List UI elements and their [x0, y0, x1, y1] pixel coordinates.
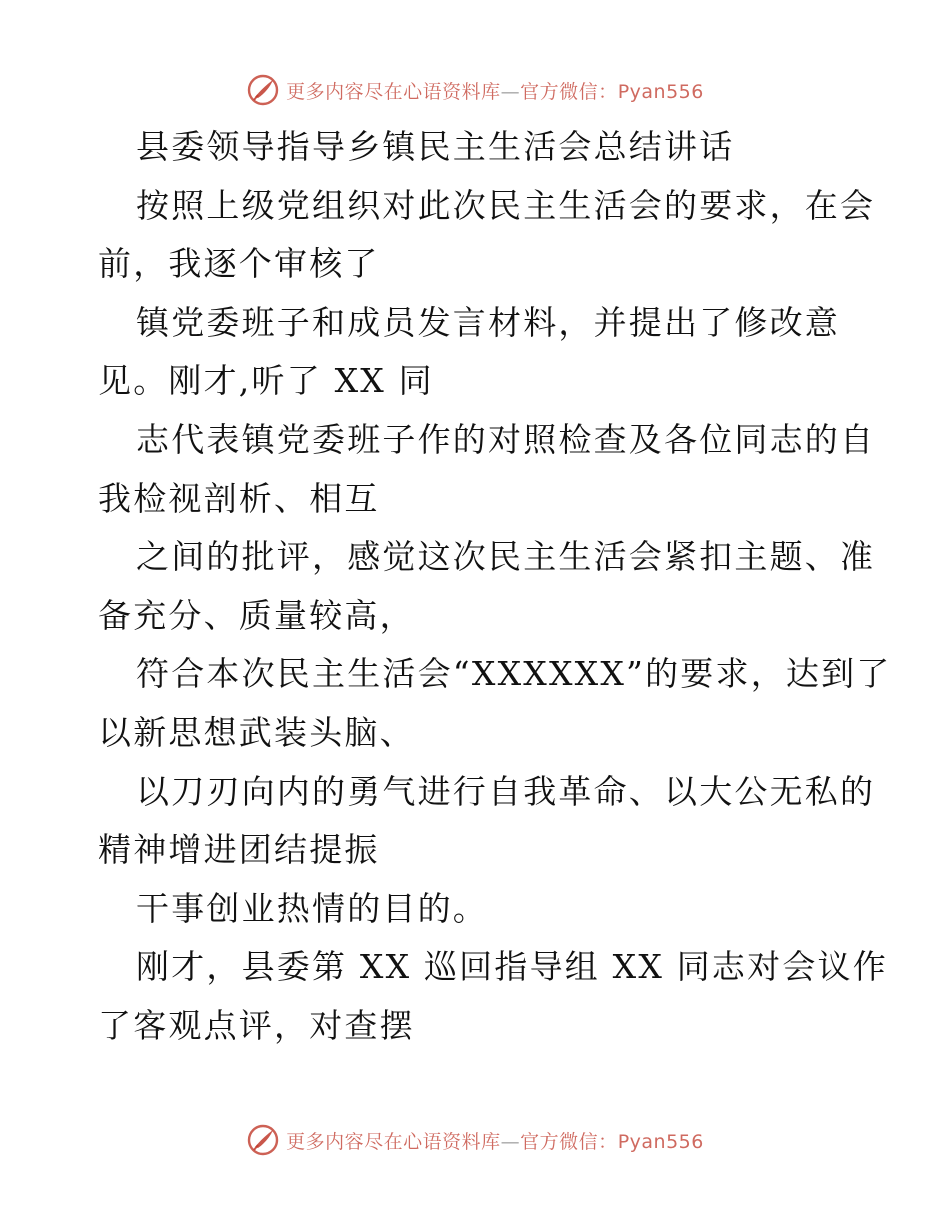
watermark-wechat-id: Pyan556	[617, 1130, 704, 1153]
quill-logo-icon	[246, 1123, 280, 1157]
text-line: 前，我逐个审核了	[98, 244, 380, 284]
text-line: 以刀刃向内的勇气进行自我革命、以大公无私的	[136, 771, 876, 811]
watermark-text	[286, 1127, 704, 1154]
document-title: 县委领导指导乡镇民主生活会总结讲话	[136, 127, 735, 166]
watermark-wechat-id: Pyan556	[617, 80, 704, 103]
text-line: 干事创业热情的目的。	[136, 888, 488, 928]
text-line: 备充分、质量较高，	[98, 595, 415, 635]
text-line: 刚才，县委第 XX 巡回指导组 XX 同志对会议作	[136, 947, 888, 987]
text-line: 以新思想武装头脑、	[98, 712, 415, 752]
quill-logo-icon	[246, 73, 280, 107]
watermark-wechat-label: 官方微信：	[520, 1130, 618, 1153]
watermark-separator: —	[500, 80, 521, 103]
text-line: 符合本次民主生活会“XXXXXX”的要求，达到了	[136, 654, 892, 694]
document-body	[98, 118, 892, 1056]
text-line: 见。刚才,听了 XX 同	[98, 361, 434, 401]
watermark-text	[286, 77, 704, 104]
watermark-wechat-label: 官方微信：	[520, 80, 618, 103]
text-line: 了客观点评，对查摆	[98, 1005, 415, 1045]
header-watermark	[0, 70, 950, 110]
text-line: 之间的批评，感觉这次民主生活会紧扣主题、准	[136, 537, 876, 577]
text-line: 志代表镇党委班子作的对照检查及各位同志的自	[136, 419, 876, 459]
text-line: 精神增进团结提振	[98, 830, 380, 870]
watermark-main-text: 更多内容尽在心语资料库	[286, 1130, 501, 1153]
text-line: 按照上级党组织对此次民主生活会的要求，在会	[136, 185, 876, 225]
watermark-separator: —	[500, 1130, 521, 1153]
watermark-main-text: 更多内容尽在心语资料库	[286, 80, 501, 103]
text-line: 镇党委班子和成员发言材料，并提出了修改意	[136, 302, 840, 342]
footer-watermark	[0, 1120, 950, 1160]
text-line: 我检视剖析、相互	[98, 478, 380, 518]
